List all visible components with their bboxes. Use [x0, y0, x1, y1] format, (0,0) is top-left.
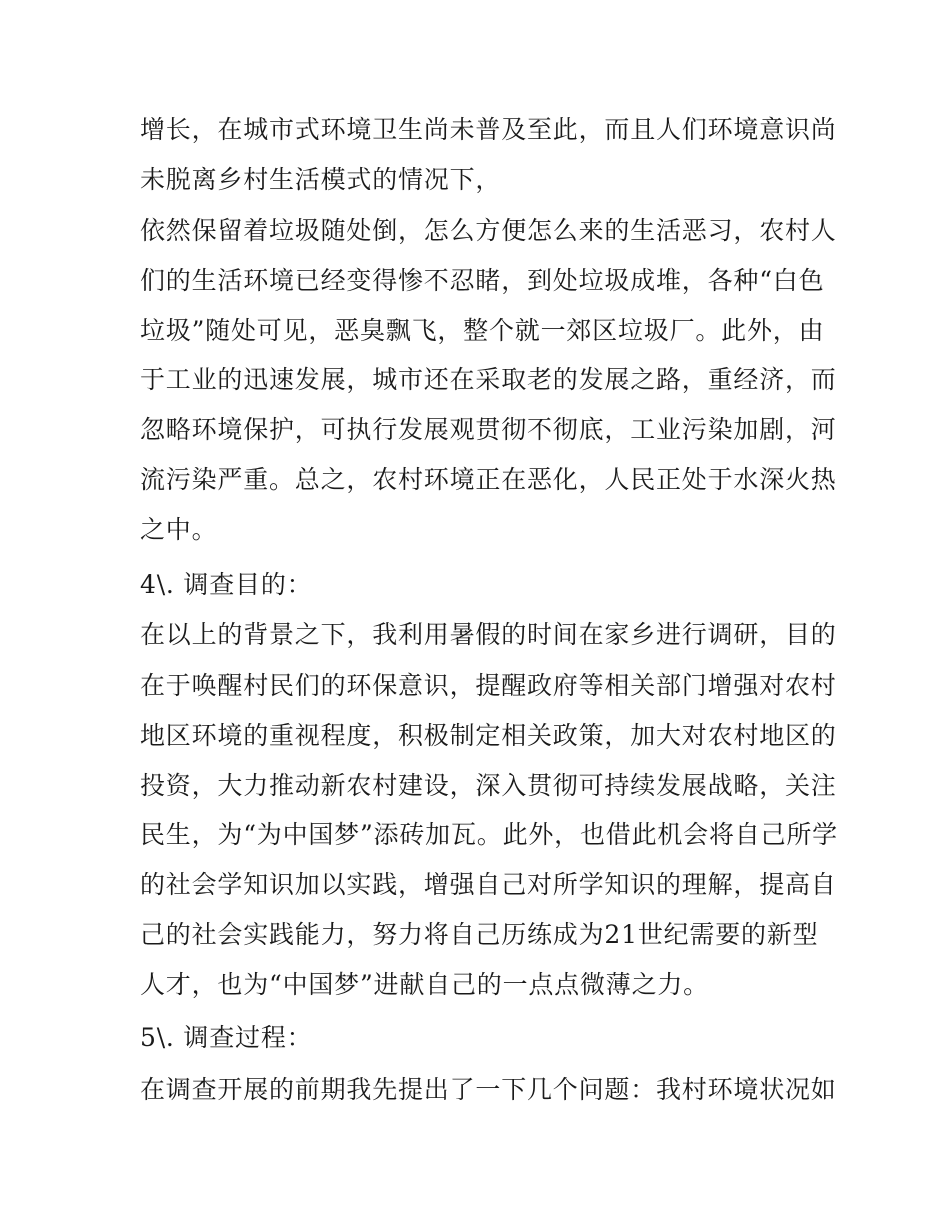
paragraph-line: 垃圾”随处可见，恶臭飘飞，整个就一郊区垃圾厂。此外，由 [140, 316, 825, 345]
paragraph-line: 们的生活环境已经变得惨不忍睹，到处垃圾成堆，各种“白色 [140, 266, 825, 295]
paragraph-line: 在调查开展的前期我先提出了一下几个问题：我村环境状况如 [140, 1075, 837, 1104]
paragraph-line: 之中。 [140, 515, 218, 544]
paragraph-line: 的社会学知识加以实践，增强自己对所学知识的理解，提高自 [140, 870, 837, 899]
paragraph-line: 地区环境的重视程度，积极制定相关政策，加大对农村地区的 [140, 721, 837, 750]
paragraph-line: 依然保留着垃圾随处倒，怎么方便怎么来的生活恶习，农村人 [140, 216, 837, 245]
paragraph-line: 在以上的背景之下，我利用暑假的时间在家乡进行调研，目的 [140, 620, 837, 649]
paragraph-line: 忽略环境保护，可执行发展观贯彻不彻底，工业污染加剧，河 [140, 415, 837, 444]
paragraph-line: 己的社会实践能力，努力将自己历练成为21世纪需要的新型 [140, 920, 819, 949]
paragraph-line: 未脱离乡村生活模式的情况下， [140, 165, 502, 194]
paragraph-line: 民生，为“为中国梦”添砖加瓦。此外，也借此机会将自己所学 [140, 820, 838, 849]
paragraph-line: 在于唤醒村民们的环保意识，提醒政府等相关部门增强对农村 [140, 671, 837, 700]
paragraph-line: 流污染严重。总之，农村环境正在恶化，人民正处于水深火热 [140, 465, 837, 494]
section-heading: 4\. 调查目的： [140, 570, 313, 599]
paragraph-line: 于工业的迅速发展，城市还在采取老的发展之路，重经济，而 [140, 365, 837, 394]
paragraph-line: 投资，大力推动新农村建设，深入贯彻可持续发展战略，关注 [140, 771, 837, 800]
paragraph-line: 增长，在城市式环境卫生尚未普及至此，而且人们环境意识尚 [140, 115, 837, 144]
section-heading: 5\. 调查过程： [140, 1023, 313, 1052]
paragraph-line: 人才，也为“中国梦”进献自己的一点点微薄之力。 [140, 970, 709, 999]
